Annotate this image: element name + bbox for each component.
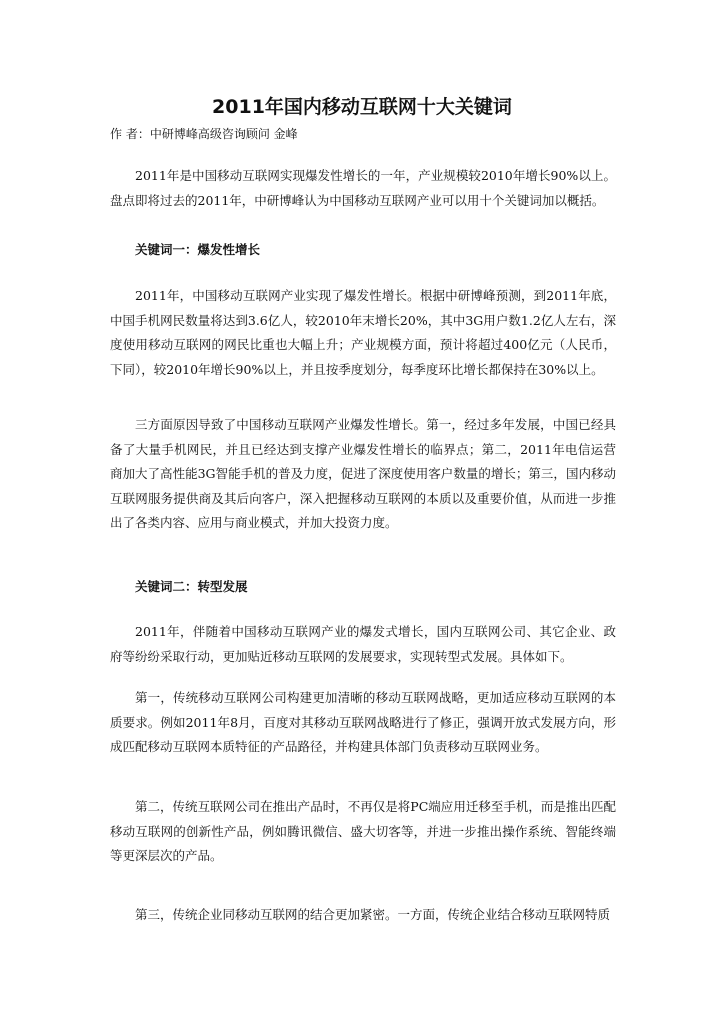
keyword1-heading: 关键词一：爆发性增长: [135, 242, 261, 257]
intro-paragraph: 2011年是中国移动互联网实现爆发性增长的一年，产业规模较2010年增长90%以上。盘点即将过去的2011年，中研博峰认为中国移动互联网产业可以用十个关键词加以概括。: [110, 168, 616, 208]
author-byline: 作 者：中研博峰高级咨询顾问 金峰: [110, 127, 298, 141]
keyword2-heading: 关键词二：转型发展: [135, 579, 248, 594]
keyword2-paragraph-1: 2011年，伴随着中国移动互联网产业的爆发式增长，国内互联网公司、其它企业、政府等纷纷采取行动，更加贴近移动互联网的发展要求，实现转型式发展。具体如下。: [110, 624, 616, 664]
keyword2-paragraph-4: 第三，传统企业同移动互联网的结合更加紧密。一方面，传统企业结合移动互联网特质: [135, 907, 611, 922]
document-title: 2011年国内移动互联网十大关键词: [212, 96, 512, 118]
keyword2-paragraph-3: 第二，传统互联网公司在推出产品时，不再仅是将PC端应用迁移至手机，而是推出匹配移动互联网的创新性产品，例如腾讯微信、盛大切客等，并进一步推出操作系统、智能终端等更深层次的产品。: [110, 799, 616, 863]
keyword2-paragraph-2: 第一，传统移动互联网公司构建更加清晰的移动互联网战略，更加适应移动互联网的本质要求。例如2011年8月，百度对其移动互联网战略进行了修正，强调开放式发展方向，形成匹配移动互联网本质特征的产品路径，并构建具体部门负责移动互联网业务。: [110, 690, 616, 754]
keyword1-paragraph-1: 2011年，中国移动互联网产业实现了爆发性增长。根据中研博峰预测，到2011年底，中国手机网民数量将达到3.6亿人，较2010年末增长20%，其中3G用户数1.2亿人左右，深度使用移动互联网的网民比重也大幅上升；产业规模方面，预计将超过400亿元（人民币，下同），较2010年增长90%以上，并且按季度划分，每季度环比增长都保持在30%以上。: [110, 288, 616, 377]
keyword1-paragraph-2: 三方面原因导致了中国移动互联网产业爆发性增长。第一，经过多年发展，中国已经具备了大量手机网民，并且已经达到支撑产业爆发性增长的临界点；第二，2011年电信运营商加大了高性能3G智能手机的普及力度，促进了深度使用客户数量的增长；第三，国内移动互联网服务提供商及其后向客户，深入把握移动互联网的本质以及重要价值，从而进一步推出了各类内容、应用与商业模式，并加大投资力度。: [110, 417, 616, 530]
